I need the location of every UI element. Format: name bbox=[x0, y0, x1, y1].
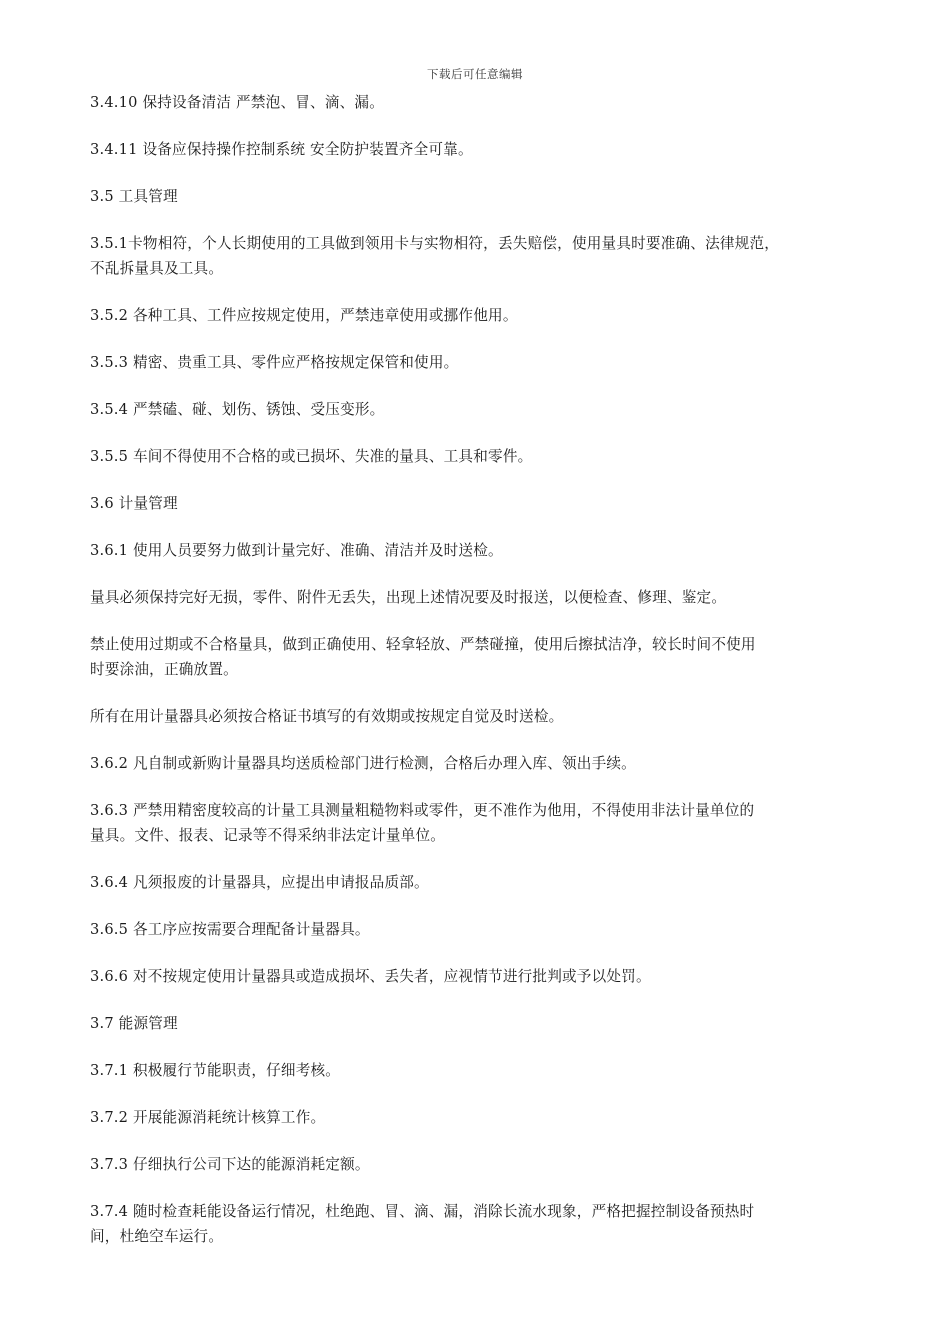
paragraph-3-6-5: 3.6.5 各工序应按需要合理配备计量器具。 bbox=[90, 921, 370, 938]
paragraph-3-5-1: 3.5.1卡物相符，个人长期使用的工具做到领用卡与实物相符，丢失赔偿，使用量具时要准确、法律规范， 不乱拆量具及工具。 bbox=[90, 235, 780, 277]
paragraph-3-7-2: 3.7.2 开展能源消耗统计核算工作。 bbox=[90, 1109, 326, 1126]
paragraph-3-5-5: 3.5.5 车间不得使用不合格的或已损坏、失准的量具、工具和零件。 bbox=[90, 448, 533, 465]
paragraph-3-6-2: 3.6.2 凡自制或新购计量器具均送质检部门进行检测，合格后办理入库、领出手续。 bbox=[90, 755, 636, 772]
paragraph-3-6-3: 3.6.3 严禁用精密度较高的计量工具测量粗糙物料或零件，更不准作为他用，不得使用非法计量单位的 量具。文件、报表、记录等不得采纳非法定计量单位。 bbox=[90, 802, 755, 844]
paragraph-3-6-1: 3.6.1 使用人员要努力做到计量完好、准确、清洁并及时送检。 bbox=[90, 542, 503, 559]
paragraph-3-5-2: 3.5.2 各种工具、工件应按规定使用，严禁违章使用或挪作他用。 bbox=[90, 307, 518, 324]
page-header: 下载后可任意编辑 bbox=[427, 67, 523, 81]
document-body bbox=[90, 90, 862, 1271]
paragraph-gauge-usage: 禁止使用过期或不合格量具，做到正确使用、轻拿轻放、严禁碰撞，使用后擦拭洁净，较长时间不使用 时要涂油，正确放置。 bbox=[90, 636, 756, 678]
paragraph-3-4-10: 3.4.10 保持设备清洁 严禁泡、冒、滴、漏。 bbox=[90, 94, 384, 111]
paragraph-3-4-11: 3.4.11 设备应保持操作控制系统 安全防护装置齐全可靠。 bbox=[90, 141, 473, 158]
section-heading-3-6: 3.6 计量管理 bbox=[90, 495, 178, 512]
paragraph-3-7-1: 3.7.1 积极履行节能职责，仔细考核。 bbox=[90, 1062, 341, 1079]
section-heading-3-5: 3.5 工具管理 bbox=[90, 188, 178, 205]
paragraph-3-7-4: 3.7.4 随时检查耗能设备运行情况，杜绝跑、冒、滴、漏，消除长流水现象，严格把握控制设备预热时 间，杜绝空车运行。 bbox=[90, 1203, 755, 1245]
paragraph-3-5-3: 3.5.3 精密、贵重工具、零件应严格按规定保管和使用。 bbox=[90, 354, 459, 371]
paragraph-3-7-3: 3.7.3 仔细执行公司下达的能源消耗定额。 bbox=[90, 1156, 370, 1173]
paragraph-gauge-inspection: 所有在用计量器具必须按合格证书填写的有效期或按规定自觉及时送检。 bbox=[90, 708, 564, 725]
paragraph-3-6-6: 3.6.6 对不按规定使用计量器具或造成损坏、丢失者，应视情节进行批判或予以处罚。 bbox=[90, 968, 651, 985]
paragraph-gauge-condition: 量具必须保持完好无损，零件、附件无丢失，出现上述情况要及时报送，以便检查、修理、鉴定。 bbox=[90, 589, 727, 606]
paragraph-3-6-4: 3.6.4 凡须报废的计量器具，应提出申请报品质部。 bbox=[90, 874, 429, 891]
section-heading-3-7: 3.7 能源管理 bbox=[90, 1015, 178, 1032]
paragraph-3-5-4: 3.5.4 严禁磕、碰、划伤、锈蚀、受压变形。 bbox=[90, 401, 385, 418]
